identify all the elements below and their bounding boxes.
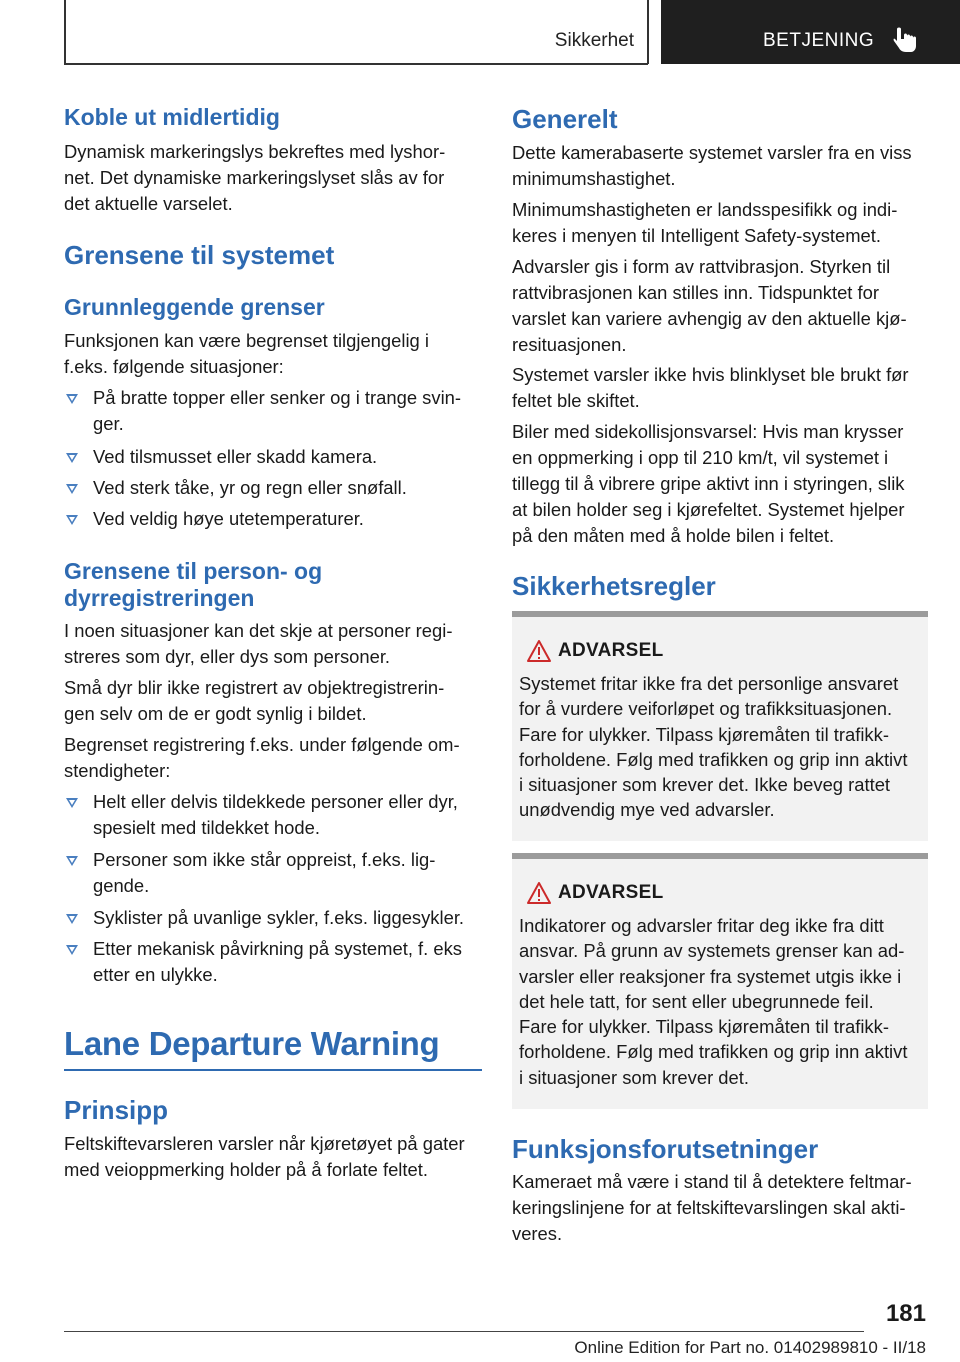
bullet-triangle-icon <box>66 484 78 494</box>
header-tab <box>661 0 960 64</box>
warning-body: Indikatorer og advarsler fritar deg ikke fra ditt ansvar. På grunn av systemets grenser kan ad- varsler eller reaksjoner fra systemet utgis ikke i det hele tatt, for sent eller ubegrunnede feil. Fare for ulykker. Tilpass kjøremåten til trafikk- forholdene. Følg med trafikken og grip inn aktivt i situasjoner som krever det. <box>519 915 908 1088</box>
koble-heading: Koble ut midlertidig <box>64 104 280 130</box>
footer-rule <box>64 1331 864 1332</box>
list-item: Syklister på uvanlige sykler, f.eks. liggesykler. <box>64 905 482 931</box>
generelt-paragraph-5: Biler med sidekollisjonsvarsel: Hvis man krysser en oppmerking i opp til 210 km/t, vil systemet i tillegg til å vibrere gripe aktivt inn i styringen, slik at bilen holder seg i kjørefeltet. Systemet hjelper på den måten med å holde bilen i feltet. <box>512 421 905 546</box>
header-rule <box>64 63 648 65</box>
warning-box-1 <box>512 611 928 841</box>
list-item: På bratte topper eller senker og i trange svin- ger. <box>64 385 482 437</box>
bullet-triangle-icon <box>66 394 78 404</box>
warning-title: ADVARSEL <box>558 882 664 903</box>
person-heading: Grensene til person- og dyrregistreringen <box>64 558 323 611</box>
warning-body: Systemet fritar ikke fra det personlige ansvaret for å vurdere veiforløpet og trafikksituasjonen. Fare for ulykker. Tilpass kjøremåten til trafikk- forholdene. Følg med trafikken og grip inn aktivt i situasjoner som krever det. Ikke beveg rattet unødvendig mye ved advarsler. <box>519 673 908 821</box>
warning-title: ADVARSEL <box>558 640 664 661</box>
funk-heading: Funksjonsforutsetninger <box>512 1134 819 1164</box>
funk-paragraph: Kameraet må være i stand til å detektere feltmar- keringslinjene for at feltskiftevarslingen skal akti- veres. <box>512 1171 912 1244</box>
grunn-paragraph: Funksjonen kan være begrenset tilgjengelig i f.eks. følgende situasjoner: <box>64 330 429 377</box>
bullet-triangle-icon <box>66 453 78 463</box>
bullet-triangle-icon <box>66 945 78 955</box>
bullet-triangle-icon <box>66 798 78 808</box>
person-paragraph-3: Begrenset registrering f.eks. under følgende om- stendigheter: <box>64 734 460 781</box>
grunn-heading: Grunnleggende grenser <box>64 294 325 320</box>
header-tab-label: BETJENING <box>763 30 875 51</box>
generelt-paragraph-4: Systemet varsler ikke hvis blinklyset ble brukt før feltet ble skiftet. <box>512 364 909 411</box>
generelt-paragraph-3: Advarsler gis i form av rattvibrasjon. Styrken til rattvibrasjonen kan stilles inn. Tidspunktet for varslet kan variere avhengig av den aktuelle kjø- resituasjonen. <box>512 256 907 355</box>
generelt-heading: Generelt <box>512 104 618 134</box>
hand-pointer-icon <box>893 26 919 54</box>
prinsipp-paragraph: Feltskiftevarsleren varsler når kjøretøyet på gater med veioppmerking holder på å forlate feltet. <box>64 1133 465 1180</box>
warning-triangle-icon <box>526 639 552 663</box>
footer-edition: Online Edition for Part no. 01402989810 - II/18 <box>574 1338 926 1357</box>
list-item: Helt eller delvis tildekkede personer eller dyr, spesielt med tildekket hode. <box>64 789 482 841</box>
header-frame-left <box>64 0 66 64</box>
list-item: Ved sterk tåke, yr og regn eller snøfall. <box>64 475 482 501</box>
grensene-heading: Grensene til systemet <box>64 240 335 270</box>
list-item: Personer som ikke står oppreist, f.eks. lig- gende. <box>64 847 482 899</box>
bullet-triangle-icon <box>66 914 78 924</box>
list-item: Etter mekanisk påvirkning på systemet, f. eks etter en ulykke. <box>64 936 482 988</box>
warning-triangle-icon <box>526 881 552 905</box>
warning-bar <box>512 611 928 617</box>
list-item: Ved veldig høye utetemperaturer. <box>64 506 482 532</box>
generelt-paragraph-2: Minimumshastigheten er landsspesifikk og indi- keres i menyen til Intelligent Safety-systemet. <box>512 199 898 246</box>
generelt-paragraph-1: Dette kamerabaserte systemet varsler fra en viss minimumshastighet. <box>512 142 912 189</box>
bullet-triangle-icon <box>66 856 78 866</box>
warning-box-2 <box>512 853 928 1109</box>
list-item: Ved tilsmusset eller skadd kamera. <box>64 444 482 470</box>
chapter-rule <box>64 1069 482 1071</box>
header-section-label: Sikkerhet <box>554 30 634 51</box>
page-number: 181 <box>885 1300 926 1327</box>
person-paragraph-1: I noen situasjoner kan det skje at personer regi- streres som dyr, eller dys som personer. <box>64 620 453 667</box>
chapter-title: Lane Departure Warning <box>64 1025 440 1062</box>
bullet-triangle-icon <box>66 515 78 525</box>
header-frame-right <box>647 0 649 64</box>
prinsipp-heading: Prinsipp <box>64 1095 169 1125</box>
person-paragraph-2: Små dyr blir ikke registrert av objektregistrerin- gen selv om de er godt synlig i bildet. <box>64 677 445 724</box>
koble-paragraph: Dynamisk markeringslys bekreftes med lyshor- net. Det dynamiske markeringslyset slås av for det aktuelle varselet. <box>64 141 446 214</box>
warning-bar <box>512 853 928 859</box>
sikkerhet-heading: Sikkerhetsregler <box>512 571 716 601</box>
